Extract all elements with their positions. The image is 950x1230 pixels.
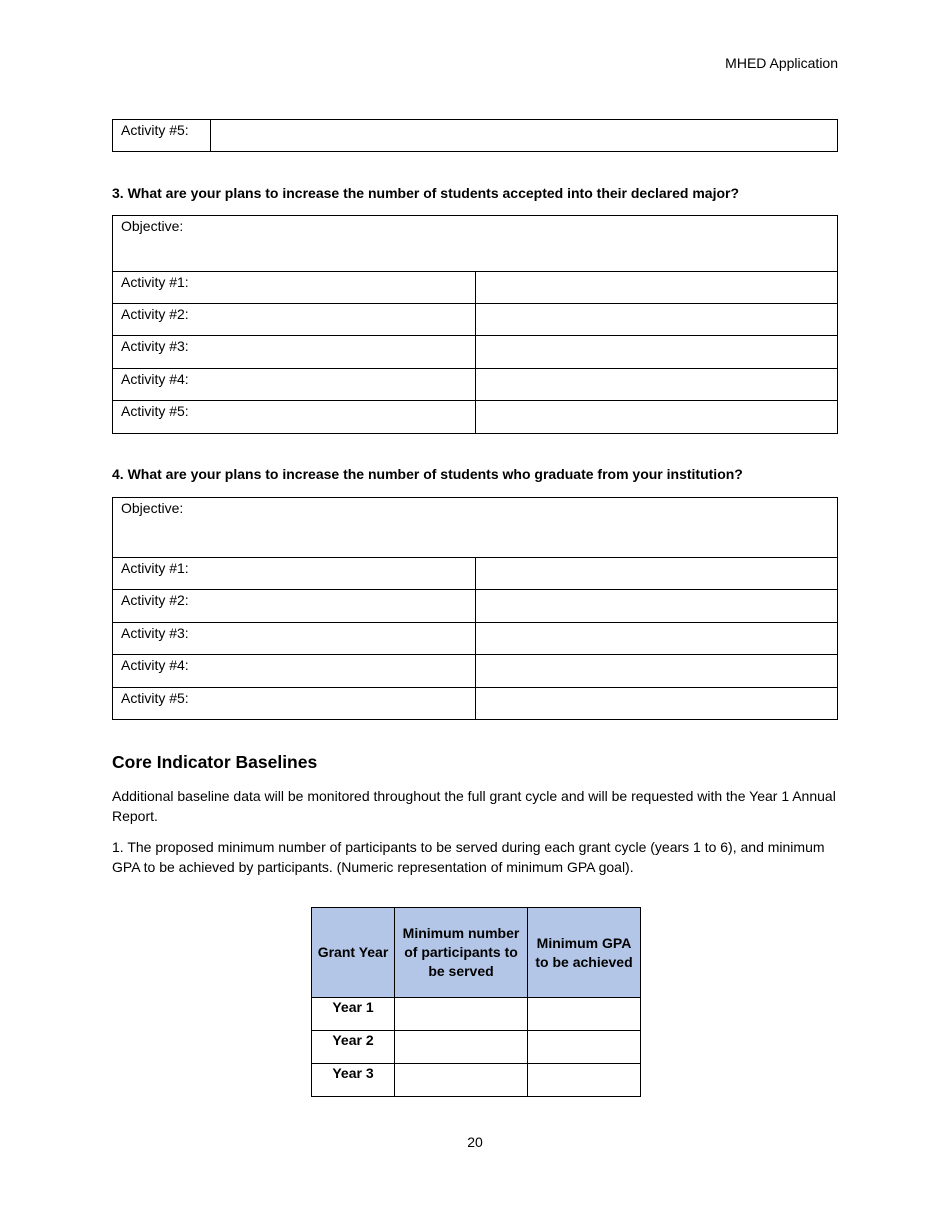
objective-field[interactable]	[113, 498, 838, 558]
participants-paragraph: 1. The proposed minimum number of participants to be served during each grant cycle (years 1 to 6), and minimum GPA to be achieved by participants. (Numeric representation of minimum GPA goal).	[112, 839, 825, 875]
activity-label: Activity #2:	[113, 304, 476, 336]
activity-label: Activity #1:	[113, 272, 476, 304]
activity-1-field[interactable]	[475, 272, 838, 304]
objective-field[interactable]	[113, 216, 838, 272]
column-header-grant-year: Grant Year	[312, 908, 395, 998]
table-row	[312, 1064, 641, 1097]
activity-3-field[interactable]	[475, 336, 838, 369]
objective-label: Objective:	[121, 500, 184, 516]
participants-field[interactable]	[395, 1031, 528, 1064]
year-label: Year 2	[312, 1031, 395, 1064]
activity-4-field[interactable]	[475, 655, 838, 688]
question-3: 3. What are your plans to increase the number of students accepted into their declared major?	[112, 185, 740, 201]
table-row	[312, 998, 641, 1031]
year-label: Year 1	[312, 998, 395, 1031]
section-4-table	[112, 497, 838, 720]
activity-5-field[interactable]	[211, 120, 838, 152]
activity-label: Activity #2:	[113, 590, 476, 623]
activity-label: Activity #4:	[113, 369, 476, 401]
gpa-field[interactable]	[528, 1031, 641, 1064]
year-label: Year 3	[312, 1064, 395, 1097]
column-header-min-gpa: Minimum GPA to be achieved	[528, 908, 641, 998]
participants-field[interactable]	[395, 1064, 528, 1097]
activity-table-continued	[112, 119, 838, 152]
objective-label: Objective:	[121, 218, 184, 234]
activity-label: Activity #1:	[113, 558, 476, 590]
section-3-table	[112, 215, 838, 434]
question-4: 4. What are your plans to increase the number of students who graduate from your institution?	[112, 466, 743, 482]
page-header: MHED Application	[725, 55, 838, 71]
baseline-paragraph: Additional baseline data will be monitored throughout the full grant cycle and will be requested with the Year 1 Annual Report.	[112, 788, 836, 824]
activity-4-field[interactable]	[475, 369, 838, 401]
activity-2-field[interactable]	[475, 590, 838, 623]
column-header-min-participants: Minimum number of participants to be served	[395, 908, 528, 998]
activity-label: Activity #4:	[113, 655, 476, 688]
activity-2-field[interactable]	[475, 304, 838, 336]
activity-3-field[interactable]	[475, 623, 838, 655]
activity-label: Activity #5:	[113, 401, 476, 434]
gpa-field[interactable]	[528, 998, 641, 1031]
participants-field[interactable]	[395, 998, 528, 1031]
baseline-table	[311, 907, 641, 1097]
activity-5-field[interactable]	[475, 688, 838, 720]
table-row	[312, 1031, 641, 1064]
activity-5-field[interactable]	[475, 401, 838, 434]
gpa-field[interactable]	[528, 1064, 641, 1097]
page-number: 20	[467, 1134, 483, 1150]
activity-label: Activity #5:	[113, 688, 476, 720]
activity-label: Activity #3:	[113, 623, 476, 655]
activity-label: Activity #5:	[113, 120, 211, 152]
activity-1-field[interactable]	[475, 558, 838, 590]
section-heading: Core Indicator Baselines	[112, 752, 318, 772]
activity-label: Activity #3:	[113, 336, 476, 369]
